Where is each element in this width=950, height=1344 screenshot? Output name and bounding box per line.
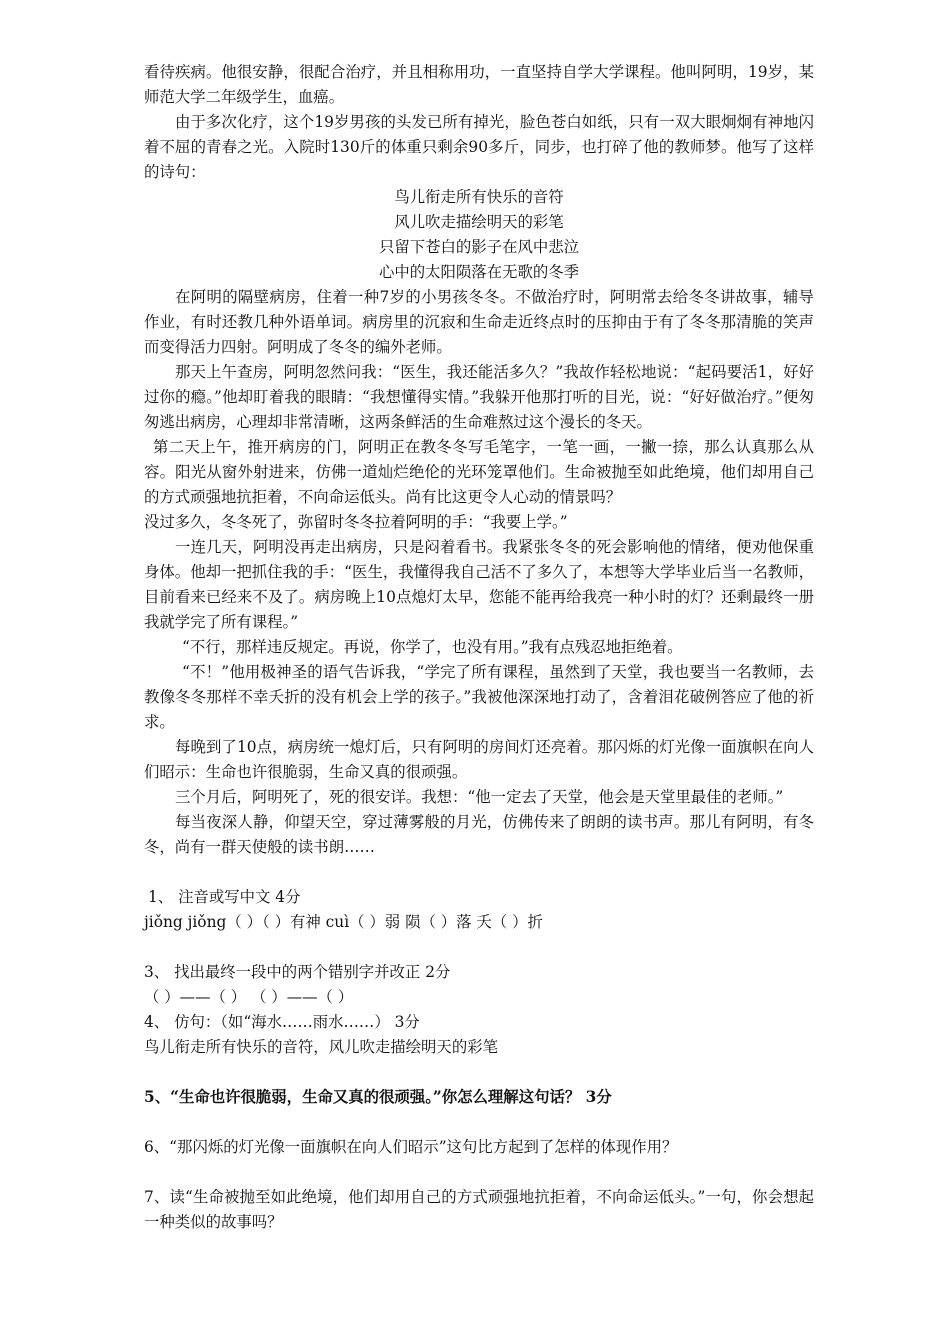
question-1-title: 1、 注音或写中文 4分 [148,888,301,906]
paragraph: 由于多次化疗，这个19岁男孩的头发已所有掉光，脸色苍白如纸，只有一双大眼炯炯有神地闪着不屈的青春之光。入院时130斤的体重只剩余90多斤，同步，也打碎了他的教师梦。他写了这样的诗句： [144,113,814,181]
paragraph: “不行，那样违反规定。再说，你学了，也没有用。”我有点残忍地拒绝着。 [182,638,683,656]
poem-line: 心中的太阳陨落在无歌的冬季 [378,263,580,281]
poem-line: 鸟儿衔走所有快乐的音符 [394,188,564,206]
spacer [144,860,814,885]
question-7: 7、读“生命被抛至如此绝境，他们却用自己的方式顽强地抗拒着，不向命运低头。”一句，你会想起一种类似的故事吗？ [144,1188,814,1231]
paragraph: 看待疾病。他很安静，很配合治疗，并且相称用功，一直坚持自学大学课程。他叫阿明，19岁，某师范大学二年级学生，血癌。 [144,63,814,106]
paragraph: 那天上午查房，阿明忽然问我：“医生，我还能活多久？”我故作轻松地说：“起码要活1，好好过你的瘾。”他却盯着我的眼睛：“我想懂得实情。”我躲开他那打听的目光，说：“好好做治疗。”便匆匆逃出病房，心理却非常清晰，这两条鲜活的生命难熬过这个漫长的冬天。 [144,363,814,431]
question-3-title: 3、 找出最终一段中的两个错别字并改正 2分 [144,963,451,981]
spacer [144,1110,814,1135]
question-6: 6、“那闪烁的灯光像一面旗帜在向人们昭示”这句比方起到了怎样的体现作用？ [144,1138,678,1156]
paragraph: 一连几天，阿明没再走出病房，只是闷着看书。我紧张冬冬的死会影响他的情绪，便劝他保重身体。他却一把抓住我的手：“医生，我懂得我自己活不了多久了，本想等大学毕业后当一名教师，目前看来已经来不及了。病房晚上10点熄灯太早，您能不能再给我亮一种小时的灯？还剩最终一册我就学完了所有课程。” [144,538,814,631]
question-4-title: 4、 仿句：（如“海水……雨水……） 3分 [144,1013,420,1031]
paragraph: 每当夜深人静，仰望天空，穿过薄雾般的月光，仿佛传来了朗朗的读书声。那儿有阿明，有冬冬，尚有一群天使般的读书朗…… [144,813,814,856]
poem-line: 风儿吹走描绘明天的彩笔 [394,213,564,231]
spacer [144,1160,814,1185]
spacer [144,935,814,960]
question-3-body: （ ）——（ ） （ ）——（ ） [144,988,354,1006]
question-5: 5、“生命也许很脆弱，生命又真的很顽强。”你怎么理解这句话？ 3分 [144,1088,612,1106]
paragraph: 在阿明的隔壁病房，住着一种7岁的小男孩冬冬。不做治疗时，阿明常去给冬冬讲故事，辅导作业，有时还教几种外语单词。病房里的沉寂和生命走近终点时的压抑由于有了冬冬那清脆的笑声而变得活力四射。阿明成了冬冬的编外老师。 [144,288,814,356]
document-page [144,60,814,1235]
question-1-body: jiǒng jiǒng（ ）（ ）有神 cuì（ ）弱 陨（ ）落 夭（ ）折 [144,913,543,931]
paragraph: “不！”他用极神圣的语气告诉我，“学完了所有课程，虽然到了天堂，我也要当一名教师，去教像冬冬那样不幸夭折的没有机会上学的孩子。”我被他深深地打动了，含着泪花破例答应了他的祈求。 [144,663,814,731]
paragraph: 每晚到了10点，病房统一熄灯后，只有阿明的房间灯还亮着。那闪烁的灯光像一面旗帜在向人们昭示：生命也许很脆弱，生命又真的很顽强。 [144,738,814,781]
poem-line: 只留下苍白的影子在风中悲泣 [378,238,580,256]
spacer [144,1060,814,1085]
paragraph: 三个月后，阿明死了，死的很安详。我想：“他一定去了天堂，他会是天堂里最佳的老师。” [175,788,784,806]
paragraph: 没过多久，冬冬死了，弥留时冬冬拉着阿明的手：“我要上学。” [144,513,568,531]
paragraph: 第二天上午，推开病房的门，阿明正在教冬冬写毛笔字，一笔一画，一撇一捺，那么认真那么从容。阳光从窗外射进来，仿佛一道灿烂绝伦的光环笼罩他们。生命被抛至如此绝境，他们却用自己的方式顽强地抗拒着，不向命运低头。尚有比这更令人心动的情景吗？ [144,438,814,506]
question-4-body: 鸟儿衔走所有快乐的音符，风儿吹走描绘明天的彩笔 [144,1038,498,1056]
